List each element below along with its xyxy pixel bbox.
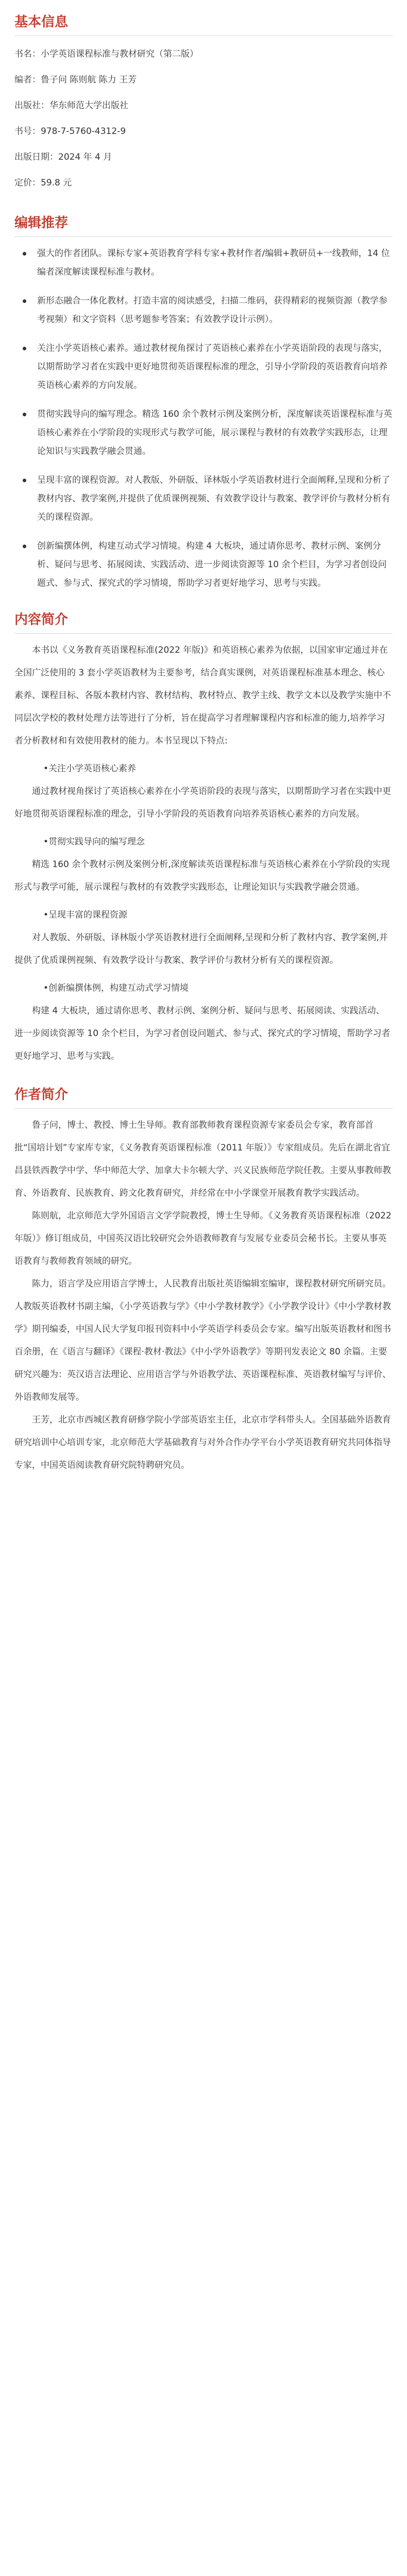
- intro-paragraph: 本书以《义务教育英语课程标准(2022 年版)》和英语核心素养为依据，以国家审定通过并在全国广泛使用的 3 套小学英语教材为主要参考，结合真实课例，对英语课程标准基本理念、核心素养、课程目标、各版本教材内容、教材结构、教材特点、教学主线、教学文本以及教学实施中不同层次学校的教材处理方法等进行了分析，旨在提高学习者理解课程内容和标准的能力,培养学习者分析教材和有效使用教材的能力。本书呈现以下特点:: [14, 645, 391, 746]
- list-item-text: 创新编撰体例，构建互动式学习情境。构建 4 大板块，通过请你思考、教材示例、案例分析、疑问与思考、拓展阅读、实践活动、进一步阅读资源等 10 余个栏目，为学习者创设问题式、参与式、探究式的学习情境，帮助学习者更好地学习、思考与实践。: [37, 541, 387, 588]
- list-item-text: 关注小学英语核心素养。通过教材视角探讨了英语核心素养在小学英语阶段的表现与落实，以期帮助学习者在实践中更好地贯彻英语课程标准的理念，引导小学阶段的英语教育向培养英语核心素养的方向发展。: [37, 343, 387, 391]
- basic-info-fields: [14, 41, 393, 196]
- list-item-text: 新形态融合一体化教材。打造丰富的阅读感受，扫描二维码，获得精彩的视频资源（教学参考视频）和文字资料（思考题参考答案；有效教学设计示例）。: [37, 296, 387, 325]
- field-publisher: 出版社：华东师范大学出版社: [14, 100, 128, 111]
- bullet-icon: [23, 252, 26, 256]
- field-price: 定价：59.8 元: [14, 178, 72, 188]
- intro-paragraph: 构建 4 大板块，通过请你思考、教材示例、案例分析、疑问与思考、拓展阅读、实践活动、进一步阅读资源等 10 余个栏目，为学习者创设问题式、参与式、探究式的学习情境，帮助学习者更好地学习、思考与实践。: [14, 1006, 391, 1061]
- intro-title: 内容简介: [14, 609, 393, 634]
- intro-body: [14, 639, 393, 1067]
- list-item: [14, 292, 393, 329]
- list-item: [14, 537, 393, 592]
- list-item: [14, 471, 393, 527]
- intro-paragraph: 对人教版、外研版、译林版小学英语教材进行全面阐释,呈现和分析了教材内容、教学案例,并提供了优质课例视频、有效教学设计与教案、教学评价与教材分析有关的课程资源。: [14, 933, 388, 965]
- bullet-icon: [23, 299, 26, 303]
- field-book-name: 书名：小学英语课程标准与教材研究（第二版）: [14, 49, 198, 59]
- intro-subheading: •贯彻实践导向的编写理念: [43, 837, 145, 847]
- intro-subheading: •关注小学英语核心素养: [43, 764, 137, 774]
- authors-title: 作者简介: [14, 1084, 393, 1109]
- recommend-list: [14, 244, 393, 592]
- intro-subheading: •呈现丰富的课程资源: [43, 910, 128, 920]
- list-item: [14, 244, 393, 281]
- author-bio: 陈力，语言学及应用语言学博士，人民教育出版社英语编辑室编审，课程教材研究所研究员。人教版英语教材书副主编，《小学英语教与学》《中小学教材教学》《小学教学设计》《中小学教材教学》期刊编委，中国人民大学复印报刊资料中小学英语学科委员会专家。编写出版英语教材和图书百余册，在《语言与翻译》《课程·教材·教法》《中小学外语教学》等期刊发表论文 80 余篇。主要研究兴趣为：英汉语言法理论、应用语言学与外语教学法、英语课程标准、英语教材编写与评价、外语教师发展等。: [14, 1279, 391, 1402]
- list-item: [14, 339, 393, 395]
- recommend-title: 编辑推荐: [14, 212, 393, 237]
- field-publish-date: 出版日期：2024 年 4 月: [14, 152, 112, 162]
- author-bio: 王芳，北京市西城区教育研修学院小学部英语室主任，北京市学科带头人。全国基础外语教育研究培训中心培训专家，北京师范大学基础教育与对外合作办学平台小学英语教育研究共同体指导专家，中国英语阅读教育研究院特聘研究员。: [14, 1415, 391, 1470]
- list-item-text: 强大的作者团队。课标专家+英语教育学科专家+教材作者/编辑+教研员+一线教师，14 位编者深度解读课程标准与教材。: [37, 248, 390, 277]
- bullet-icon: [23, 413, 26, 416]
- list-item-text: 呈现丰富的课程资源。对人教版、外研版、译林版小学英语教材进行全面阐释,呈现和分析了教材内容、教学案例,并提供了优质课例视频、有效教学设计与教案、教学评价与教材分析有关的课程资源。: [37, 475, 391, 522]
- intro-subheading: •创新编撰体例，构建互动式学习情境: [43, 983, 189, 993]
- bullet-icon: [23, 347, 26, 350]
- basic-info-title: 基本信息: [14, 11, 393, 36]
- list-item: [14, 405, 393, 461]
- author-bio: 鲁子问，博士、教授、博士生导师。教育部教师教育课程资源专家委员会专家，教育部首批“国培计划”专家库专家，《义务教育英语课程标准（2011 年版）》专家组成员。先后在湖北省宜昌县铁西教学中学、华中师范大学、加拿大卡尔顿大学、兴义民族师范学院任教。主要从事教师教育、外语教育、民族教育、跨文化教育研究，并经常在中小学课堂开展教育教学实践活动。: [14, 1120, 391, 1198]
- intro-paragraph: 通过教材视角探讨了英语核心素养在小学英语阶段的表现与落实，以期帮助学习者在实践中更好地贯彻英语课程标准的理念，引导小学阶段的英语教育向培养英语核心素养的方向发展。: [14, 786, 391, 819]
- author-bio: 陈则航，北京师范大学外国语言文学学院教授，博士生导师。《义务教育英语课程标准（2022 年版）》修订组成员，中国英汉语比较研究会外语教师教育与发展专业委员会秘书长。主要从事英语教育与教师教育领域的研究。: [14, 1211, 392, 1266]
- field-isbn: 书号：978-7-5760-4312-9: [14, 126, 126, 137]
- authors-body: [14, 1114, 393, 1477]
- intro-paragraph: 精选 160 余个教材示例及案例分析,深度解读英语课程标准与英语核心素养在小学阶段的实现形式与教学可能，展示课程与教材的有效教学实践形态，让理论知识与实践教学融会贯通。: [14, 859, 390, 892]
- bullet-icon: [23, 545, 26, 548]
- field-editors: 编者：鲁子问 陈则航 陈力 王芳: [14, 75, 137, 85]
- list-item-text: 贯彻实践导向的编写理念。精选 160 余个教材示例及案例分析，深度解读英语课程标准与英语核心素养在小学阶段的实现形式与教学可能，展示课程与教材的有效教学实践形态，让理论知识与实践教学融会贯通。: [37, 409, 393, 456]
- bullet-icon: [23, 479, 26, 482]
